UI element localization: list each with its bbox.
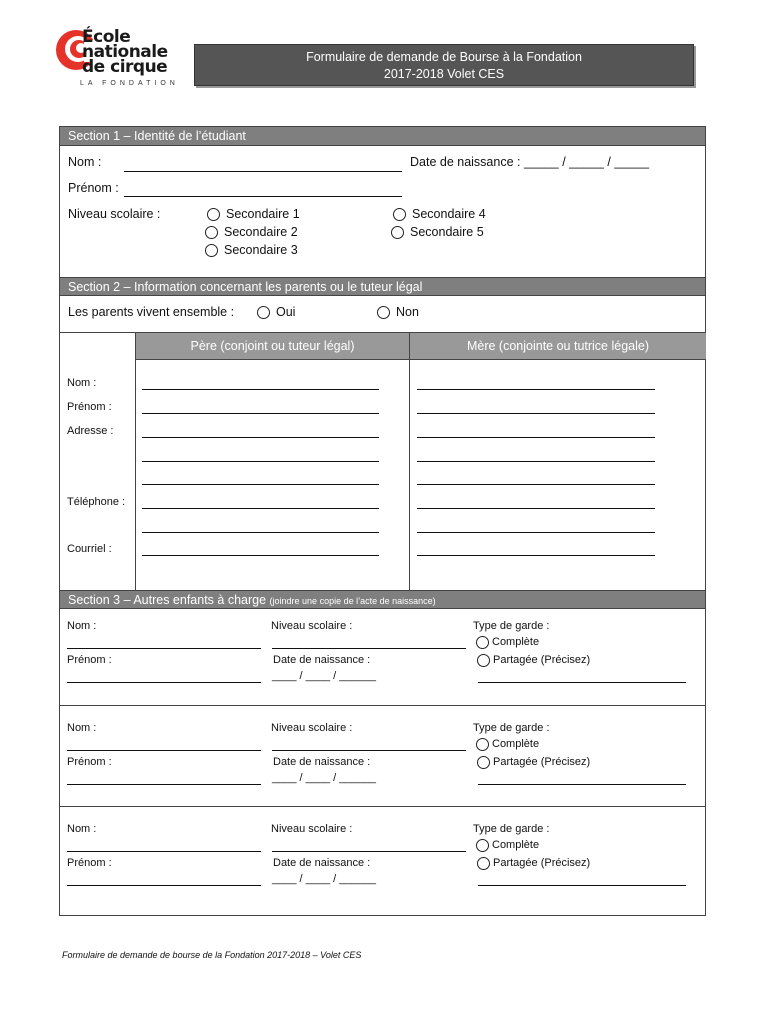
radio-sec1[interactable] [207,208,220,221]
radio-sec4[interactable] [393,208,406,221]
child3-garde-label: Type de garde : [473,823,550,835]
radio-sec2[interactable] [205,226,218,239]
form-title: Formulaire de demande de Bourse à la Fondation 2017-2018 Volet CES [194,44,694,86]
child1-niveau-field[interactable] [272,648,466,649]
divider [409,332,410,591]
child1-precisez-field[interactable] [478,682,686,683]
nom-label: Nom : [68,155,102,169]
child3-complete-label: Complète [492,839,540,851]
child2-partagee-label: Partagée (Précisez) [493,756,591,768]
page-footer: Formulaire de demande de bourse de la Fondation 2017-2018 – Volet CES [62,950,362,960]
parent-adresse-label: Adresse : [67,425,114,437]
child2-prenom-field[interactable] [67,784,261,785]
child2-precisez-field[interactable] [478,784,686,785]
option-sec2: Secondaire 2 [224,225,298,239]
live-together-label: Les parents vivent ensemble : [68,305,235,319]
child2-niveau-label: Niveau scolaire : [271,722,353,734]
child3-niveau-field[interactable] [272,851,466,852]
parent-nom-label: Nom : [67,377,97,389]
col-mere-header: Mère (conjointe ou tutrice légale) [410,333,706,359]
mere-adresse-field[interactable] [417,437,655,438]
mere-nom-field[interactable] [417,389,655,390]
dob-label[interactable]: Date de naissance : _____ / _____ / _____ [410,155,650,169]
divider [135,332,136,591]
parent-courriel-label: Courriel : [67,543,112,555]
child2-radio-partagee[interactable] [477,756,490,769]
col-pere-header: Père (conjoint ou tuteur légal) [136,333,409,359]
child1-dob-field[interactable]: ____ / ____ / ______ [272,670,376,682]
option-sec1: Secondaire 1 [226,207,300,221]
prenom-label: Prénom : [68,181,119,195]
child1-prenom-field[interactable] [67,682,261,683]
child1-nom-label: Nom : [67,620,97,632]
child1-dob-label: Date de naissance : [273,654,371,666]
mere-courriel-field[interactable] [417,555,655,556]
logo-text: École nationale de cirque [82,27,168,77]
child3-dob-field[interactable]: ____ / ____ / ______ [272,873,376,885]
logo [54,28,194,92]
form-frame [59,126,706,916]
parent-telephone-label: Téléphone : [67,496,126,508]
mere-adresse-field[interactable] [417,484,655,485]
child1-radio-partagee[interactable] [477,654,490,667]
child1-radio-complete[interactable] [476,636,489,649]
child3-niveau-label: Niveau scolaire : [271,823,353,835]
child1-prenom-label: Prénom : [67,654,112,666]
child1-complete-label: Complète [492,636,540,648]
child3-precisez-field[interactable] [478,885,686,886]
child3-radio-complete[interactable] [476,839,489,852]
parent-prenom-label: Prénom : [67,401,112,413]
oui-label: Oui [276,305,296,319]
child1-garde-label: Type de garde : [473,620,550,632]
child2-nom-field[interactable] [67,750,261,751]
niveau-label: Niveau scolaire : [68,207,161,221]
pere-telephone-field[interactable] [142,532,379,533]
divider [60,806,705,807]
mere-telephone-field[interactable] [417,532,655,533]
mere-prenom-field[interactable] [417,413,655,414]
option-sec4: Secondaire 4 [412,207,486,221]
child3-partagee-label: Partagée (Précisez) [493,857,591,869]
pere-courriel-field[interactable] [142,555,379,556]
child1-partagee-label: Partagée (Précisez) [493,654,591,666]
pere-adresse-field[interactable] [142,461,379,462]
child2-garde-label: Type de garde : [473,722,550,734]
nom-field[interactable] [124,171,402,172]
radio-non[interactable] [377,306,390,319]
section1-header: Section 1 – Identité de l’étudiant [60,127,705,146]
logo-subtitle: LA FONDATION [80,80,179,87]
section2-header: Section 2 – Information concernant les parents ou le tuteur légal [60,277,705,296]
child3-prenom-field[interactable] [67,885,261,886]
divider [136,359,706,360]
mere-adresse-field[interactable] [417,461,655,462]
pere-nom-field[interactable] [142,389,379,390]
radio-oui[interactable] [257,306,270,319]
option-sec3: Secondaire 3 [224,243,298,257]
child3-nom-field[interactable] [67,851,261,852]
radio-sec5[interactable] [391,226,404,239]
radio-sec3[interactable] [205,244,218,257]
child2-dob-label: Date de naissance : [273,756,371,768]
child3-dob-label: Date de naissance : [273,857,371,869]
child3-nom-label: Nom : [67,823,97,835]
pere-adresse-field[interactable] [142,484,379,485]
divider [60,705,705,706]
pere-adresse-field[interactable] [142,437,379,438]
child2-nom-label: Nom : [67,722,97,734]
child2-complete-label: Complète [492,738,540,750]
child3-prenom-label: Prénom : [67,857,112,869]
option-sec5: Secondaire 5 [410,225,484,239]
child1-niveau-label: Niveau scolaire : [271,620,353,632]
child2-prenom-label: Prénom : [67,756,112,768]
section3-header: Section 3 – Autres enfants à charge (joindre une copie de l’acte de naissance) [60,590,705,609]
child2-radio-complete[interactable] [476,738,489,751]
non-label: Non [396,305,419,319]
pere-prenom-field[interactable] [142,413,379,414]
child2-dob-field[interactable]: ____ / ____ / ______ [272,772,376,784]
child3-radio-partagee[interactable] [477,857,490,870]
child1-nom-field[interactable] [67,648,261,649]
pere-telephone-field[interactable] [142,508,379,509]
mere-telephone-field[interactable] [417,508,655,509]
prenom-field[interactable] [124,196,402,197]
child2-niveau-field[interactable] [272,750,466,751]
